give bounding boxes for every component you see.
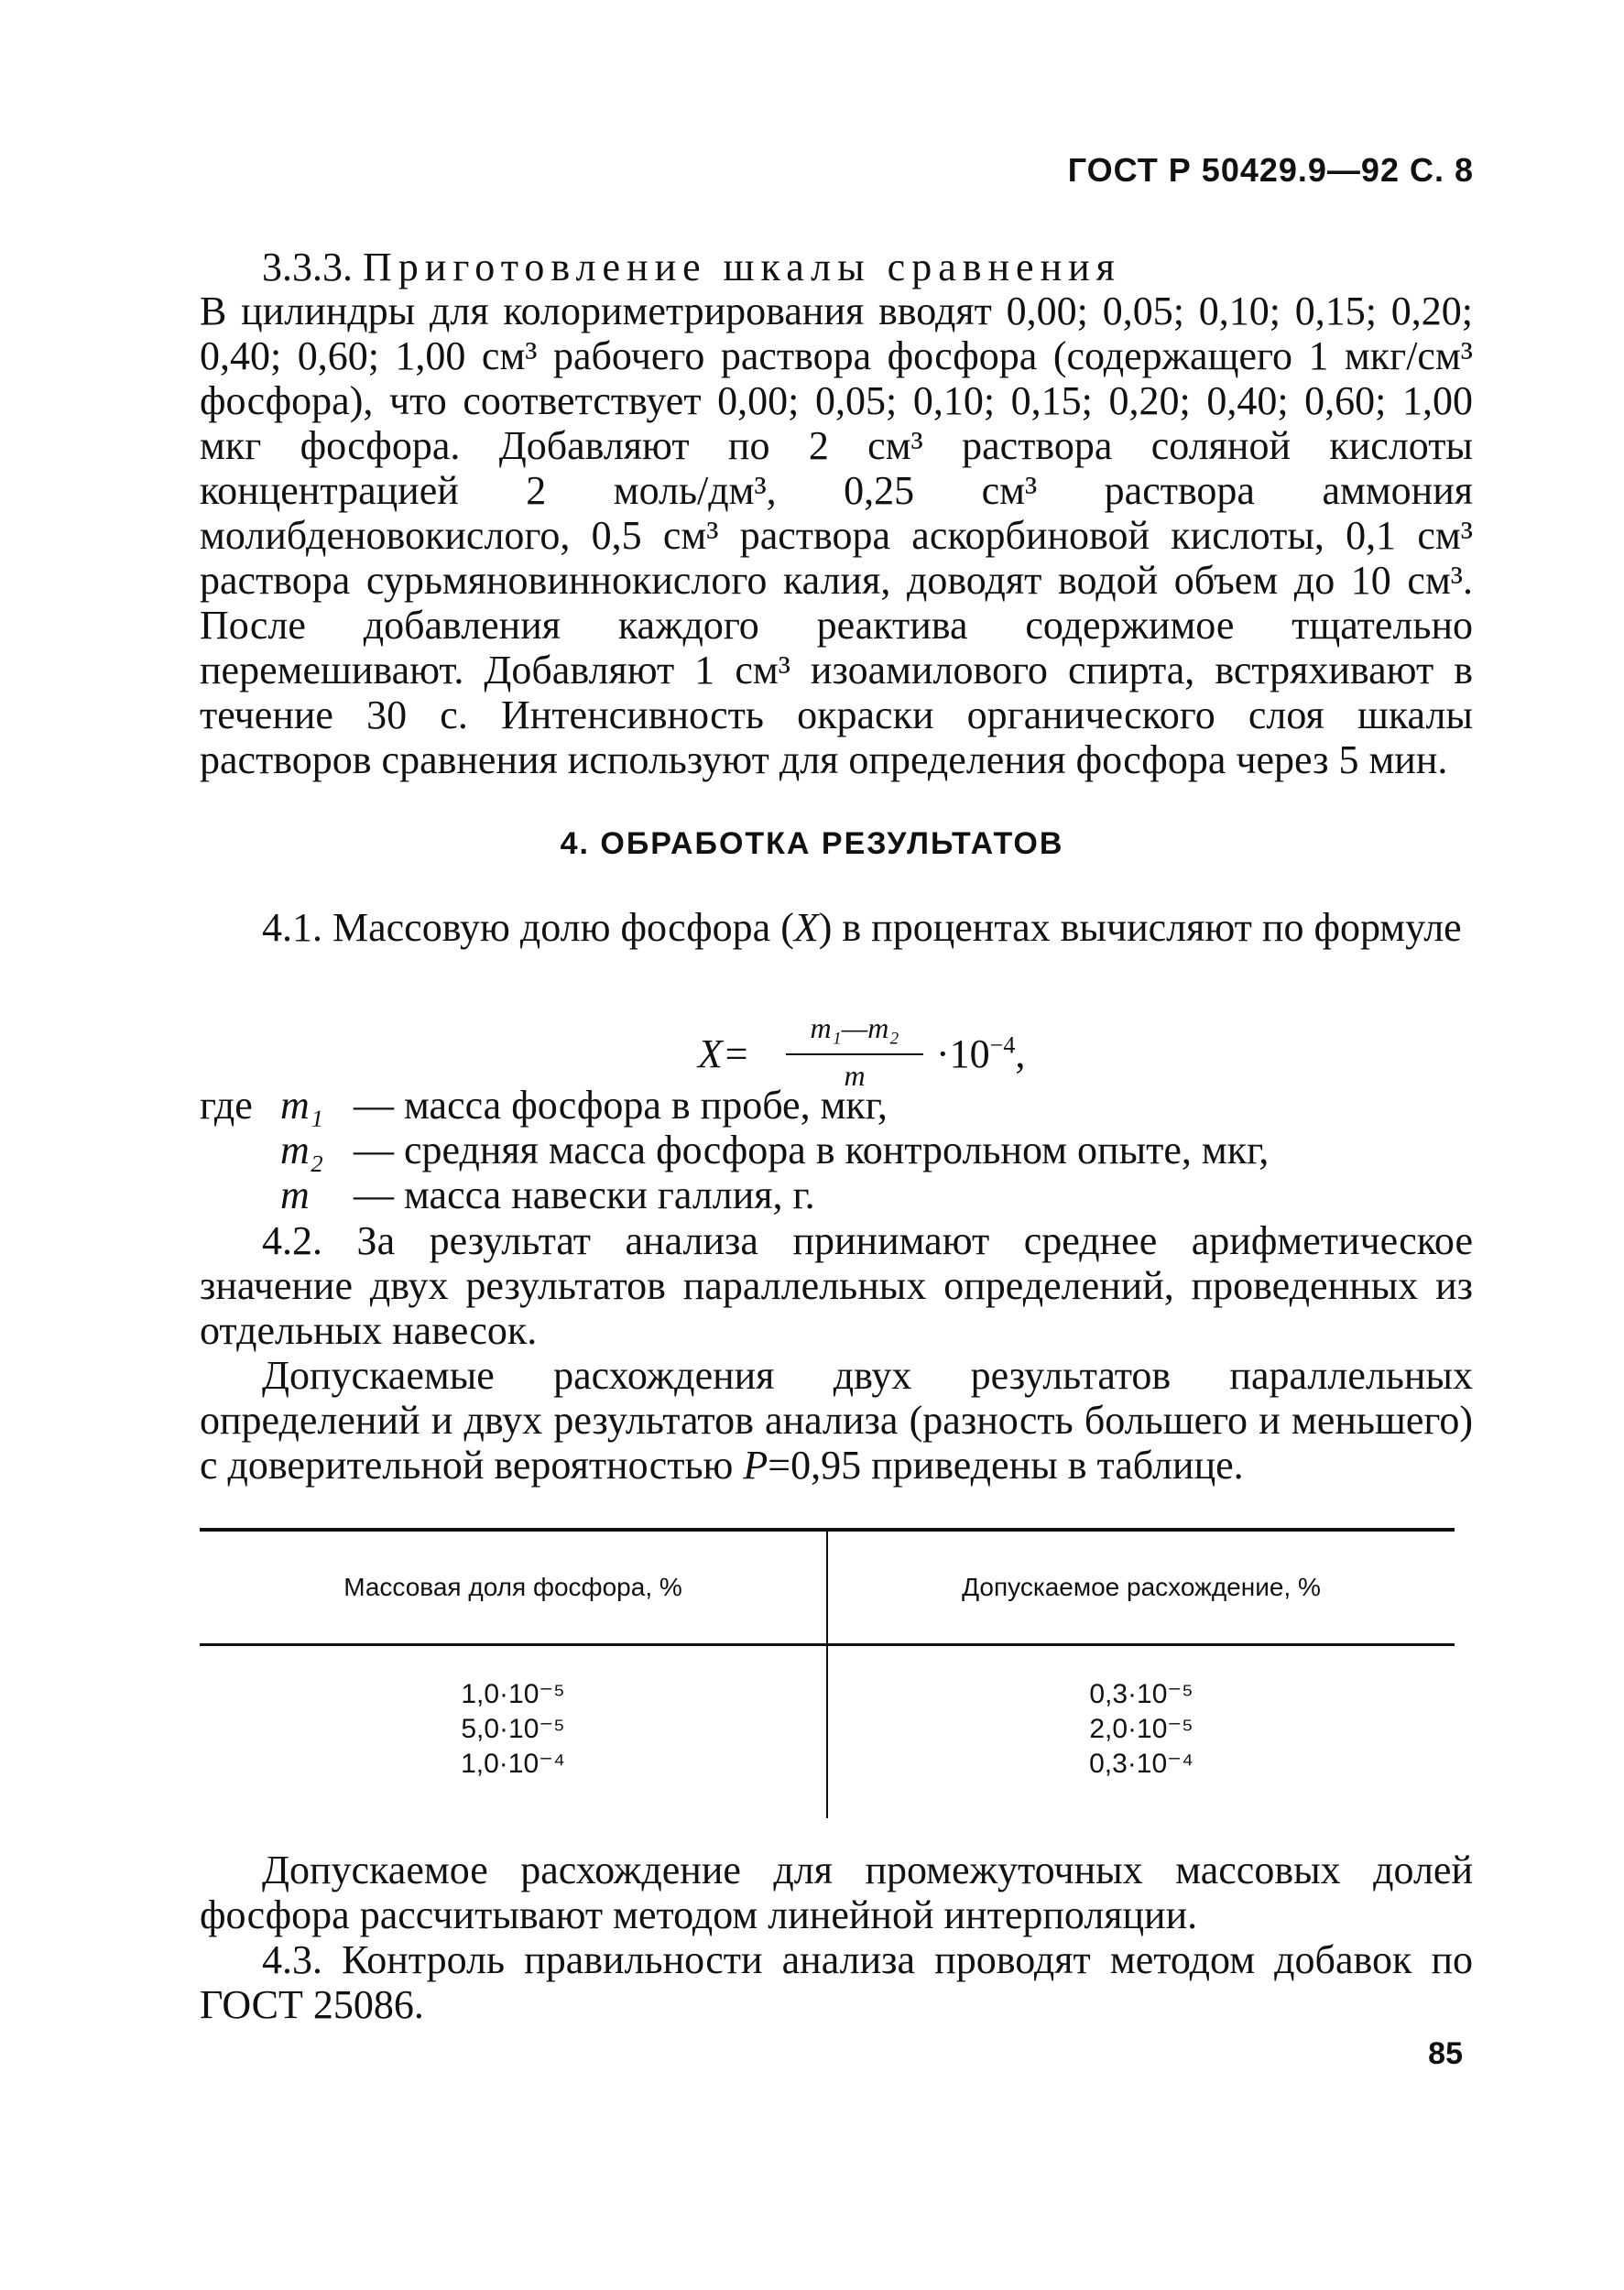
table-header-allowance: Допускаемое расхождение, % (827, 1530, 1455, 1645)
table-cell: 1,0·10⁻⁴ (461, 1749, 565, 1779)
p41-after: ) в процентах вычисляют по формуле (818, 905, 1462, 950)
section-4-heading: 4. ОБРАБОТКА РЕЗУЛЬТАТОВ (560, 826, 1064, 861)
formula-numerator: m₁—m₂ (810, 1011, 899, 1044)
p41-before: 4.1. Массовую долю фосфора ( (262, 905, 794, 950)
p41-variable: X (793, 905, 819, 950)
definition-text: — средняя масса фосфора в контрольном опыте, мкг, (354, 1128, 1270, 1172)
table-cell: 1,0·10⁻⁵ (461, 1679, 565, 1709)
formula-multiplier: ·10 (936, 1031, 990, 1076)
paragraph-4-2: 4.2. За результат анализа принимают среднее арифметическое значение двух результатов параллельных определений, проведенных из отдельных навесок. (200, 1218, 1473, 1353)
table-header-row (200, 1530, 1455, 1645)
paragraph-interpolation: Допускаемое расхождение для промежуточных массовых долей фосфора рассчитывают методом линейной интерполяции. (200, 1848, 1473, 1937)
table-column-allowance (827, 1645, 1455, 1819)
formula-denominator: m (844, 1059, 866, 1092)
definition-text: — масса навески галлия, г. (354, 1172, 815, 1217)
paragraph-4-1 (200, 905, 1473, 950)
allowance-table (200, 1528, 1455, 1818)
formula-comma: , (1015, 1031, 1026, 1076)
definition-symbol: m₁ (280, 1083, 324, 1128)
paragraph-allowances (200, 1353, 1473, 1488)
definitions-prefix: где (200, 1083, 253, 1128)
section-title: Приготовление шкалы сравнения (363, 245, 1121, 289)
definition-symbol: m (280, 1172, 310, 1217)
paragraph-4-3: 4.3. Контроль правильности анализа проводят методом добавок по ГОСТ 25086. (200, 1937, 1473, 2027)
table-cell: 0,3·10⁻⁵ (1089, 1679, 1193, 1709)
table-cell: 0,3·10⁻⁴ (1089, 1749, 1193, 1779)
definition-text: — масса фосфора в пробе, мкг, (354, 1083, 888, 1128)
formula-rhs (936, 1030, 1025, 1077)
section-3-3-3-heading (262, 244, 1121, 290)
table-header-mass-fraction: Массовая доля фосфора, % (200, 1530, 827, 1645)
allow-before: Допускаемые расхождения двух результатов параллельных определений и двух результатов анализа (разность большего и меньшего) с доверительной вероятностью (200, 1353, 1473, 1488)
section-3-3-3-body: В цилиндры для колориметрирования вводят 0,00; 0,05; 0,10; 0,15; 0,20; 0,40; 0,60; 1,00 см³ рабочего раствора фосфора (содержащего 1 мкг/см³ фосфора), что соответствует 0,00; 0,05; 0,10; 0,15; 0,20; 0,40; 0,60; 1,00 мкг фосфора. Добавляют по 2 см³ раствора соляной кислоты концентрацией 2 моль/дм³, 0,25 см³ раствора аммония молибденовокислого, 0,5 см³ раствора аскорбиновой кислоты, 0,1 см³ раствора сурьмяновиннокислого калия, доводят водой объем до 10 см³. После добавления каждого реактива содержимое тщательно перемешивают. Добавляют 1 см³ изоамилового спирта, встряхивают в течение 30 с. Интенсивность окраски органического слоя шкалы растворов сравнения используют для определения фосфора через 5 мин. (200, 289, 1473, 782)
formula-exponent: −4 (989, 1031, 1016, 1059)
definition-symbol: m₂ (280, 1128, 324, 1172)
table-cell: 2,0·10⁻⁵ (1089, 1714, 1193, 1744)
fraction-bar (786, 1053, 923, 1055)
formula-lhs: X= (698, 1031, 750, 1076)
allow-after: =0,95 приведены в таблице. (768, 1443, 1244, 1488)
allow-variable: P (743, 1443, 768, 1488)
table-body-row (200, 1645, 1455, 1819)
section-number: 3.3.3. (262, 245, 353, 289)
table-column-mass-fraction (200, 1645, 827, 1819)
page-header: ГОСТ Р 50429.9—92 С. 8 (1067, 151, 1474, 189)
table-cell: 5,0·10⁻⁵ (461, 1714, 565, 1744)
page-number: 85 (1428, 2036, 1463, 2071)
